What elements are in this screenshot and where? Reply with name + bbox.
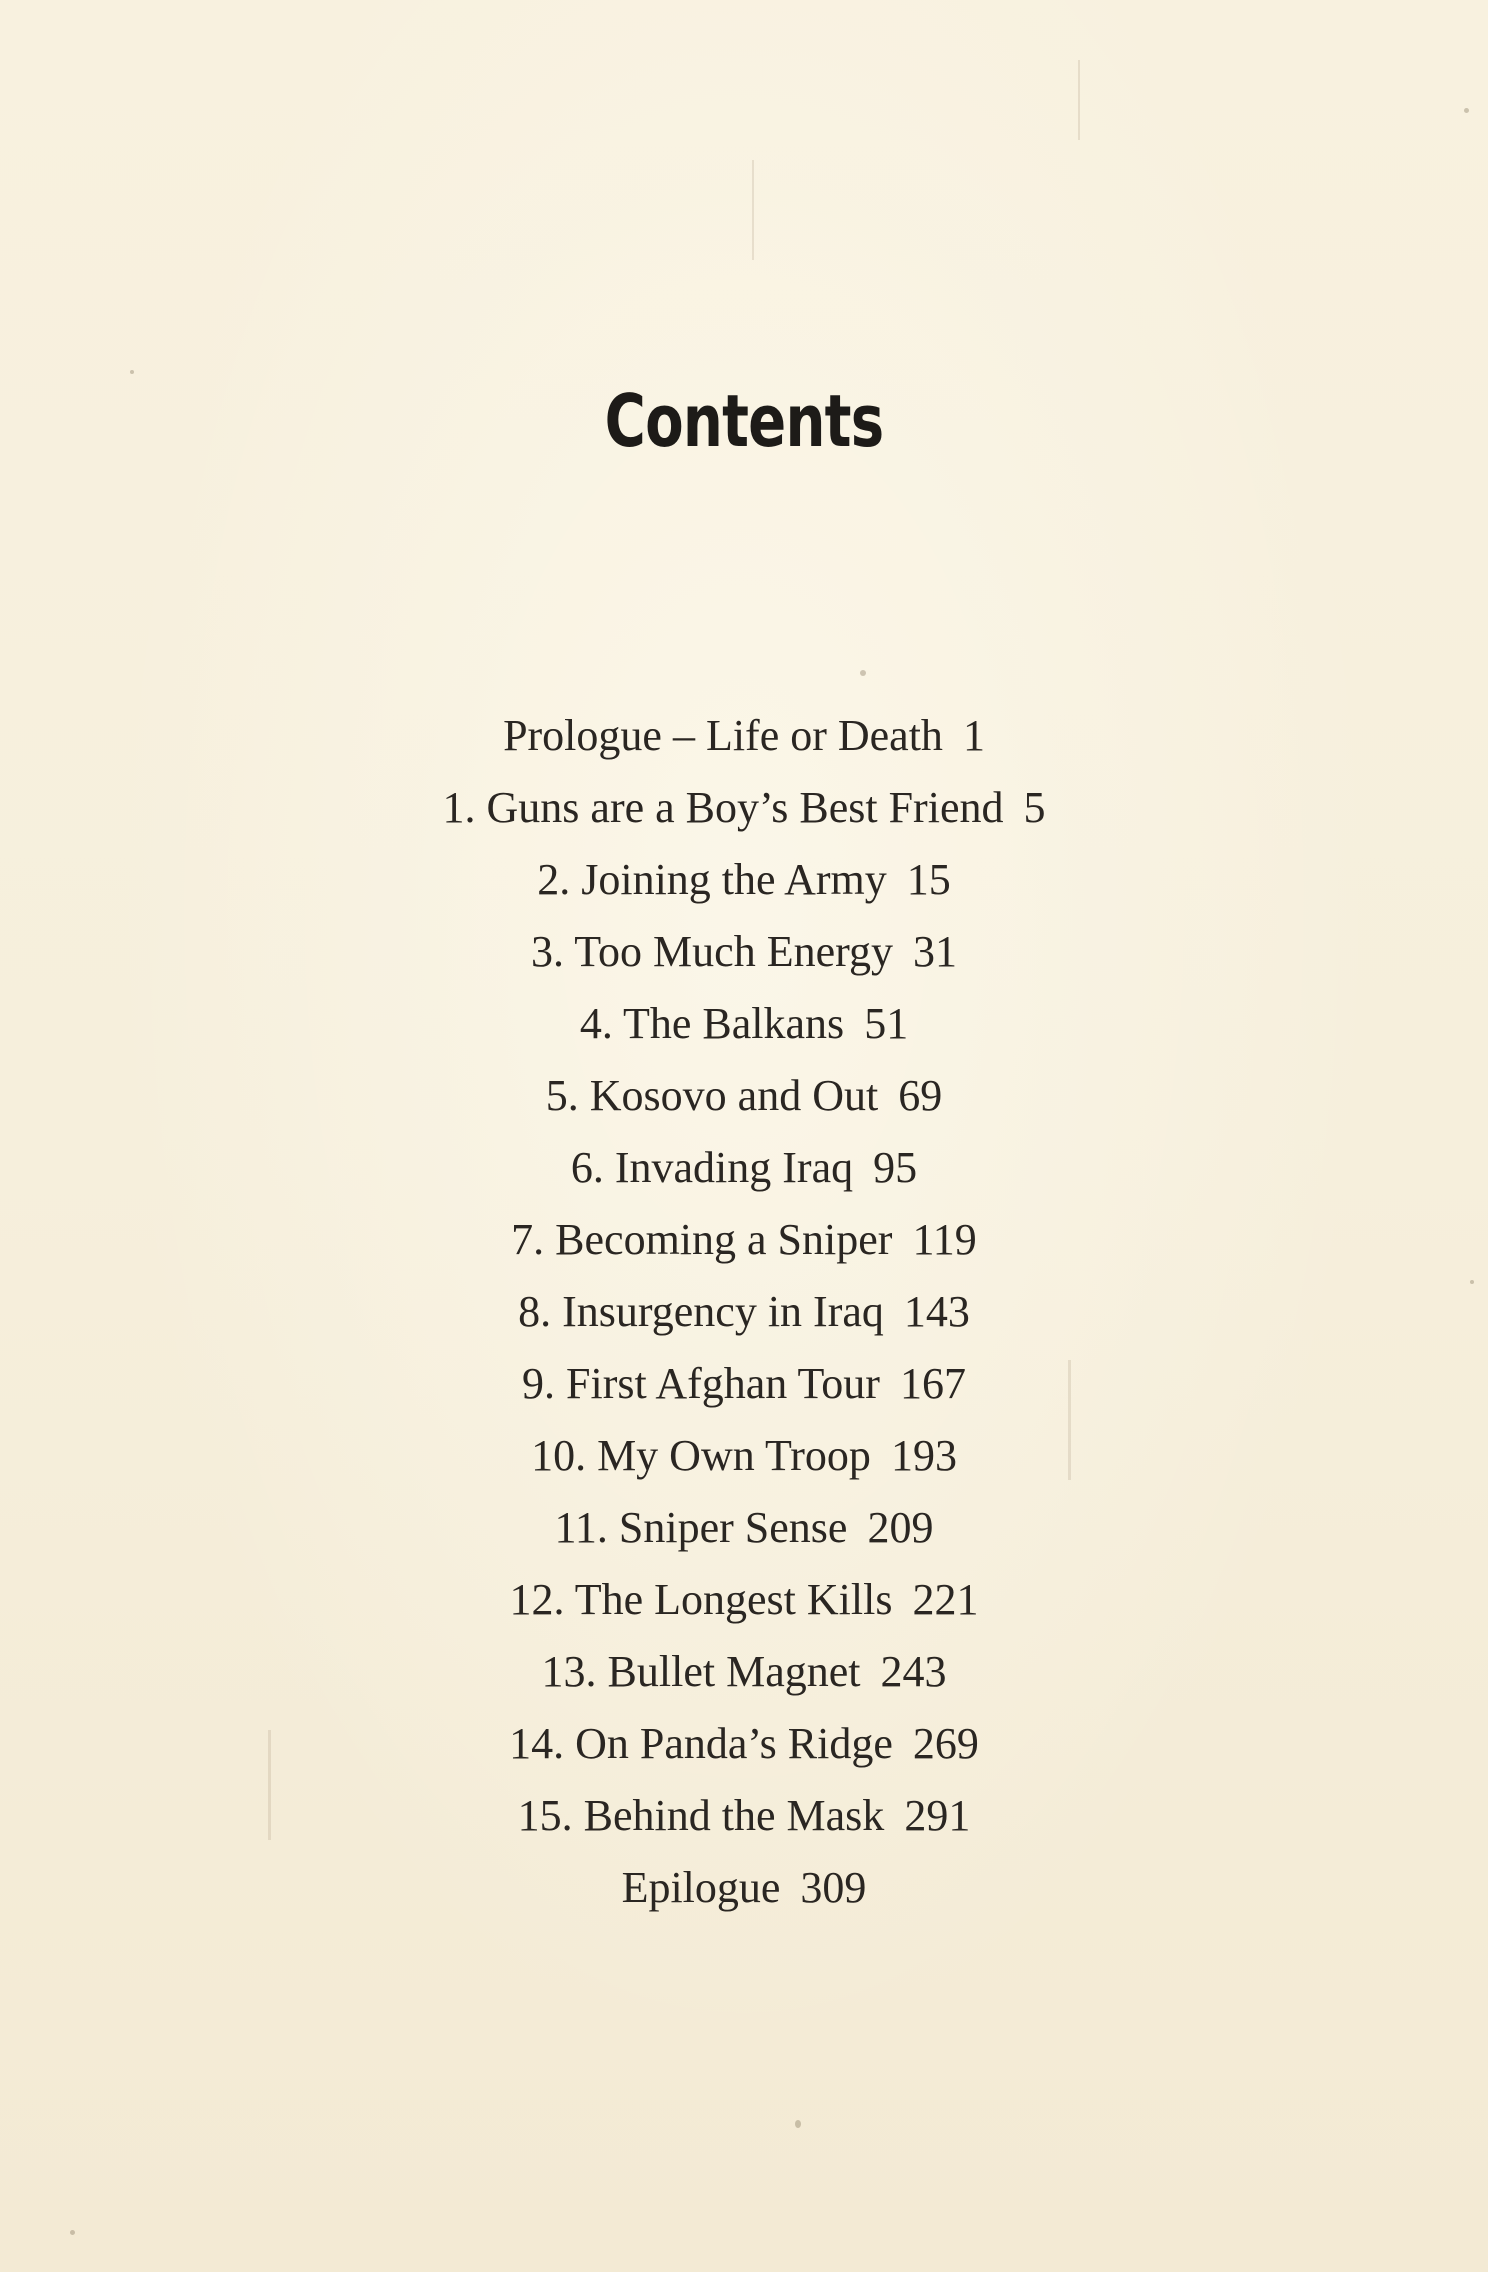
toc-entry-label: 7. Becoming a Sniper (511, 1215, 893, 1264)
toc-entry-label: 10. My Own Troop (531, 1431, 871, 1480)
toc-entry-page: 31 (912, 927, 957, 976)
toc-entry-page: 143 (903, 1287, 970, 1336)
toc-entry-label: 2. Joining the Army (537, 855, 887, 904)
paper-speck (130, 370, 134, 374)
paper-scuff (1078, 60, 1080, 140)
toc-entry (0, 844, 1488, 916)
toc-entry-label: Prologue – Life or Death (503, 711, 943, 760)
toc-entry-page: 51 (864, 999, 909, 1048)
toc-entry-page: 209 (867, 1503, 934, 1552)
toc-entry-label: 14. On Panda’s Ridge (509, 1719, 893, 1768)
toc-entry-label: 5. Kosovo and Out (545, 1071, 879, 1120)
paper-speck (795, 2120, 801, 2128)
toc-entry (0, 1492, 1488, 1564)
toc-entry-label: 8. Insurgency in Iraq (518, 1287, 884, 1336)
toc-entry-label: 1. Guns are a Boy’s Best Friend (442, 783, 1004, 832)
toc-entry-label: 12. The Longest Kills (509, 1575, 893, 1624)
toc-entry-page: 221 (912, 1575, 979, 1624)
toc-entry (0, 1636, 1488, 1708)
toc-entry-page: 95 (873, 1143, 918, 1192)
paper-speck (70, 2230, 75, 2235)
toc-entry-page: 69 (898, 1071, 943, 1120)
toc-entry-label: Epilogue (621, 1863, 781, 1912)
toc-entry-page: 15 (906, 855, 951, 904)
toc-entry-label: 15. Behind the Mask (517, 1791, 885, 1840)
paper-speck (1464, 108, 1469, 113)
toc-entry-label: 9. First Afghan Tour (522, 1359, 880, 1408)
toc-entry (0, 1132, 1488, 1204)
paper-scuff (752, 160, 754, 260)
toc-entry-label: 4. The Balkans (579, 999, 845, 1048)
toc-entry (0, 916, 1488, 988)
toc-entry (0, 1348, 1488, 1420)
toc-entry-page: 309 (800, 1863, 867, 1912)
toc-entry-page: 119 (912, 1215, 977, 1264)
toc-entry-page: 243 (880, 1647, 947, 1696)
toc-entry-page: 291 (904, 1791, 971, 1840)
toc-entry-page: 193 (890, 1431, 957, 1480)
toc-entry-label: 3. Too Much Energy (531, 927, 893, 976)
toc-entry-page: 5 (1023, 783, 1046, 832)
toc-entry-page: 167 (899, 1359, 966, 1408)
toc-entry (0, 1852, 1488, 1924)
table-of-contents (0, 700, 1488, 1924)
toc-entry-label: 6. Invading Iraq (570, 1143, 854, 1192)
toc-entry (0, 1060, 1488, 1132)
toc-entry (0, 700, 1488, 772)
toc-entry-page: 269 (912, 1719, 979, 1768)
toc-entry (0, 772, 1488, 844)
toc-entry (0, 1780, 1488, 1852)
toc-entry (0, 1276, 1488, 1348)
toc-entry-label: 11. Sniper Sense (554, 1503, 848, 1552)
toc-entry (0, 1564, 1488, 1636)
page-title: Contents (604, 379, 884, 464)
toc-entry (0, 1420, 1488, 1492)
toc-entry (0, 1708, 1488, 1780)
toc-entry-label: 13. Bullet Magnet (541, 1647, 861, 1696)
paper-speck (860, 670, 866, 676)
toc-entry-page: 1 (962, 711, 985, 760)
toc-entry (0, 1204, 1488, 1276)
toc-entry (0, 988, 1488, 1060)
